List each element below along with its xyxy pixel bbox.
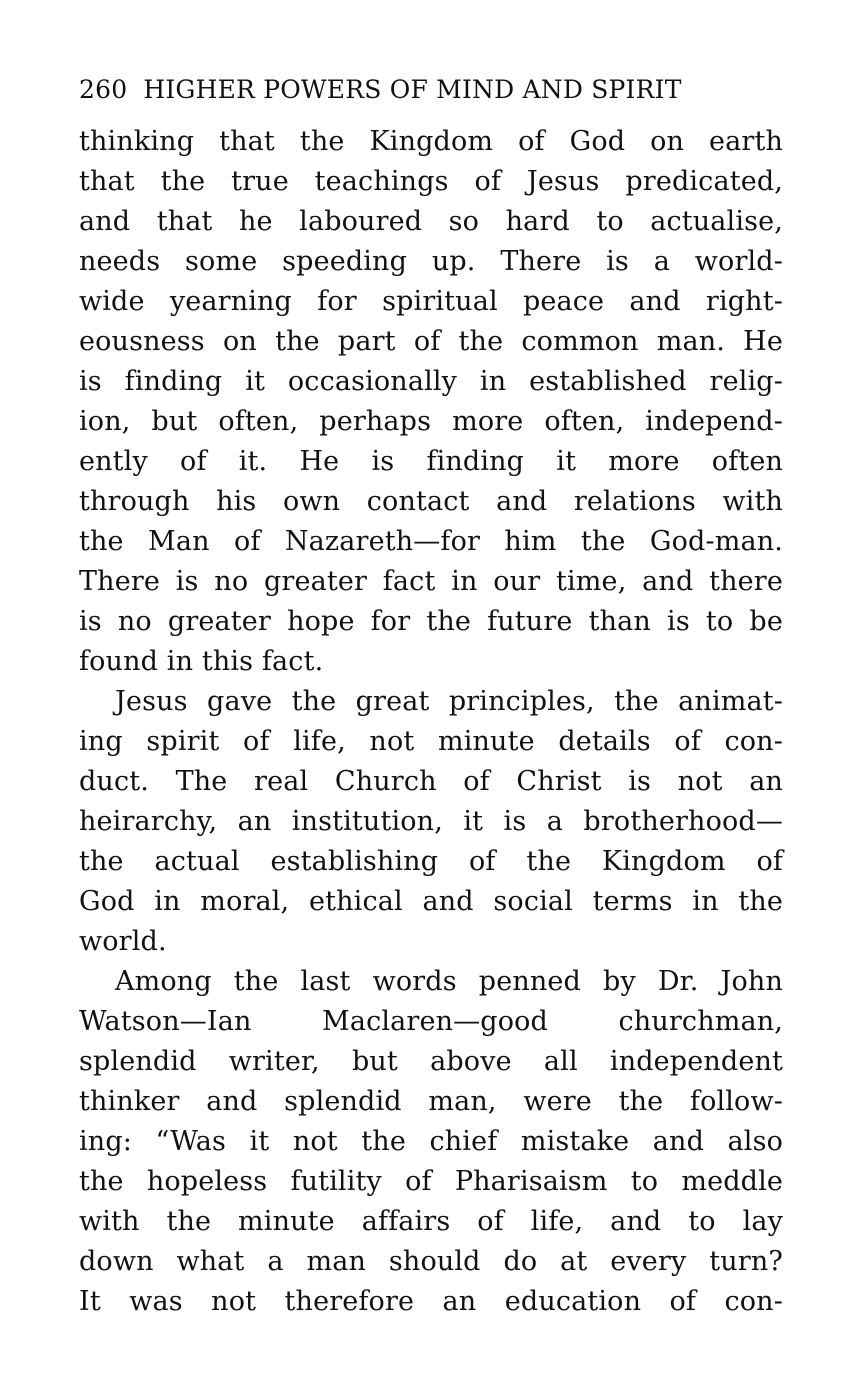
- text-line: that the true teachings of Jesus predicated,: [79, 166, 783, 197]
- text-line: needs some speeding up. There is a world-: [79, 246, 783, 277]
- text-line: is no greater hope for the future than is to be: [79, 606, 783, 637]
- text-line: ion, but often, perhaps more often, independ-: [79, 406, 783, 437]
- text-line: Jesus gave the great principles, the animat-: [115, 686, 783, 717]
- text-line: eousness on the part of the common man. He: [79, 326, 783, 357]
- text-line: wide yearning for spiritual peace and right-: [79, 286, 783, 317]
- text-line: the hopeless futility of Pharisaism to meddle: [79, 1166, 783, 1197]
- text-line: Among the last words penned by Dr. John: [115, 966, 783, 997]
- page-number: 260: [79, 75, 128, 104]
- text-line: thinking that the Kingdom of God on earth: [79, 126, 783, 157]
- text-line: found in this fact.: [79, 646, 324, 677]
- text-line: ing spirit of life, not minute details of con-: [79, 726, 783, 757]
- running-title: HIGHER POWERS OF MIND AND SPIRIT: [143, 75, 682, 104]
- text-line: through his own contact and relations with: [79, 486, 783, 517]
- text-line: is finding it occasionally in established relig-: [79, 366, 783, 397]
- text-line: splendid writer, but above all independent: [79, 1046, 783, 1077]
- text-line: down what a man should do at every turn?: [79, 1246, 783, 1277]
- text-line: heirarchy, an institution, it is a brotherhood—: [79, 806, 783, 837]
- text-line: and that he laboured so hard to actualise,: [79, 206, 783, 237]
- body-text: [79, 122, 783, 1322]
- text-line: world.: [79, 926, 167, 957]
- running-header: [79, 70, 783, 110]
- text-line: duct. The real Church of Christ is not an: [79, 766, 783, 797]
- text-line: God in moral, ethical and social terms in the: [79, 886, 783, 917]
- text-line: There is no greater fact in our time, and there: [79, 566, 783, 597]
- text-line: the Man of Nazareth—for him the God-man.: [79, 526, 783, 557]
- text-line: ently of it. He is finding it more often: [79, 446, 783, 477]
- text-line: the actual establishing of the Kingdom of: [79, 846, 783, 877]
- text-line: Watson—Ian Maclaren—good churchman,: [79, 1006, 783, 1037]
- text-line: It was not therefore an education of con-: [79, 1286, 783, 1317]
- text-line: with the minute affairs of life, and to lay: [79, 1206, 783, 1237]
- text-line: thinker and splendid man, were the follow-: [79, 1086, 783, 1117]
- text-line: ing: “Was it not the chief mistake and also: [79, 1126, 783, 1157]
